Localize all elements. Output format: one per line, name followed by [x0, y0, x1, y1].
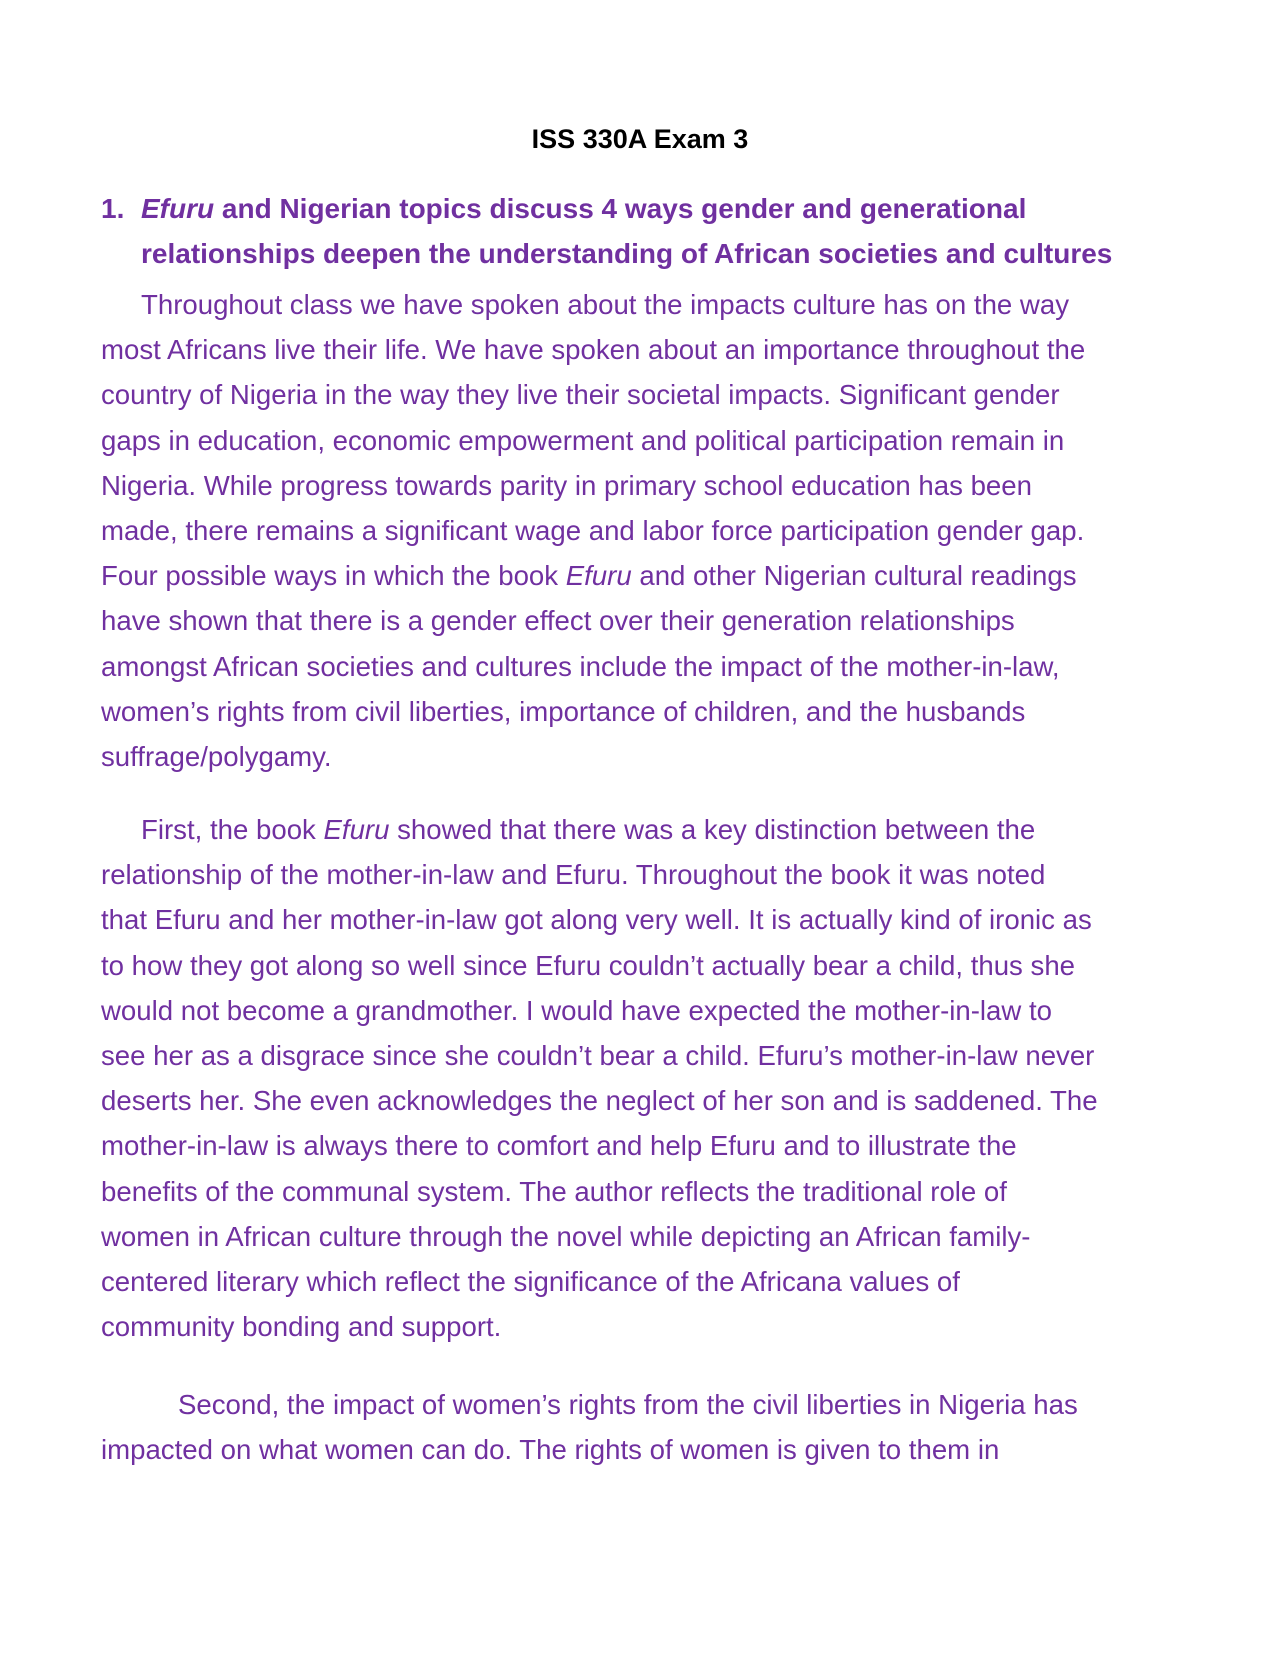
page-title: ISS 330A Exam 3 — [531, 124, 749, 154]
paragraph-line: made, there remains a significant wage and labor force participation gender gap. — [101, 515, 1085, 547]
paragraph-line: suffrage/polygamy. — [101, 741, 332, 773]
line-text: First, the book — [141, 814, 324, 845]
line-text: and other Nigerian cultural readings — [631, 560, 1077, 592]
paragraph-line: see her as a disgrace since she couldn’t bear a child. Efuru’s mother-in-law never — [101, 1040, 1095, 1072]
paragraph-2 — [101, 807, 1186, 1349]
paragraph-line: women in African culture through the novel while depicting an African family- — [101, 1220, 1031, 1252]
paragraph-line: country of Nigeria in the way they live their societal impacts. Significant gender — [101, 379, 1060, 411]
paragraph-line: Throughout class we have spoken about the impacts culture has on the way — [141, 289, 1070, 320]
paragraph-line: Second, the impact of women’s rights from the civil liberties in Nigeria has — [178, 1389, 1078, 1420]
paragraph-line: benefits of the communal system. The author reflects the traditional role of — [101, 1175, 1007, 1207]
paragraph-line: centered literary which reflect the significance of the Africana values of — [101, 1266, 960, 1298]
question-line-rest: and Nigerian topics discuss 4 ways gender and generational — [214, 193, 1027, 224]
paragraph-line: would not become a grandmother. I would have expected the mother-in-law to — [101, 994, 1053, 1026]
question-heading — [101, 186, 1161, 276]
paragraph-line: Nigeria. While progress towards parity in primary school education has been — [101, 469, 1032, 501]
book-title-italic: Efuru — [323, 814, 390, 845]
question-line: relationships deepen the understanding of African societies and cultures — [141, 238, 1113, 269]
paragraph-1 — [101, 282, 1186, 779]
paragraph-3 — [101, 1382, 1186, 1472]
question-text — [141, 186, 1161, 276]
paragraph-line: have shown that there is a gender effect over their generation relationships — [101, 605, 1015, 637]
paragraph-line: impacted on what women can do. The rights of women is given to them in — [101, 1434, 1000, 1466]
line-text: Four possible ways in which the book — [101, 560, 566, 592]
book-title-italic: Efuru — [141, 193, 215, 224]
paragraph-line: to how they got along so well since Efuru couldn’t actually bear a child, thus she — [101, 949, 1076, 981]
paragraph-line: most Africans live their life. We have spoken about an importance throughout the — [101, 334, 1086, 366]
paragraph-line: that Efuru and her mother-in-law got along very well. It is actually kind of ironic as — [101, 904, 1092, 936]
paragraph-line: mother-in-law is always there to comfort and help Efuru and to illustrate the — [101, 1130, 1017, 1162]
paragraph-line: deserts her. She even acknowledges the neglect of her son and is saddened. The — [101, 1085, 1098, 1117]
question-number: 1. — [101, 193, 125, 224]
question-line — [141, 186, 1161, 231]
paragraph-line: gaps in education, economic empowerment and political participation remain in — [101, 424, 1065, 456]
paragraph-line: amongst African societies and cultures include the impact of the mother-in-law, — [101, 650, 1060, 682]
paragraph-line — [101, 807, 1186, 852]
paragraph-line: women’s rights from civil liberties, importance of children, and the husbands — [101, 695, 1026, 727]
paragraph-line: relationship of the mother-in-law and Efuru. Throughout the book it was noted — [101, 859, 1046, 891]
paragraph-line — [101, 553, 1186, 598]
book-title-italic: Efuru — [565, 560, 632, 592]
paragraph-line: community bonding and support. — [101, 1311, 502, 1343]
line-text: showed that there was a key distinction between the — [389, 814, 1036, 845]
